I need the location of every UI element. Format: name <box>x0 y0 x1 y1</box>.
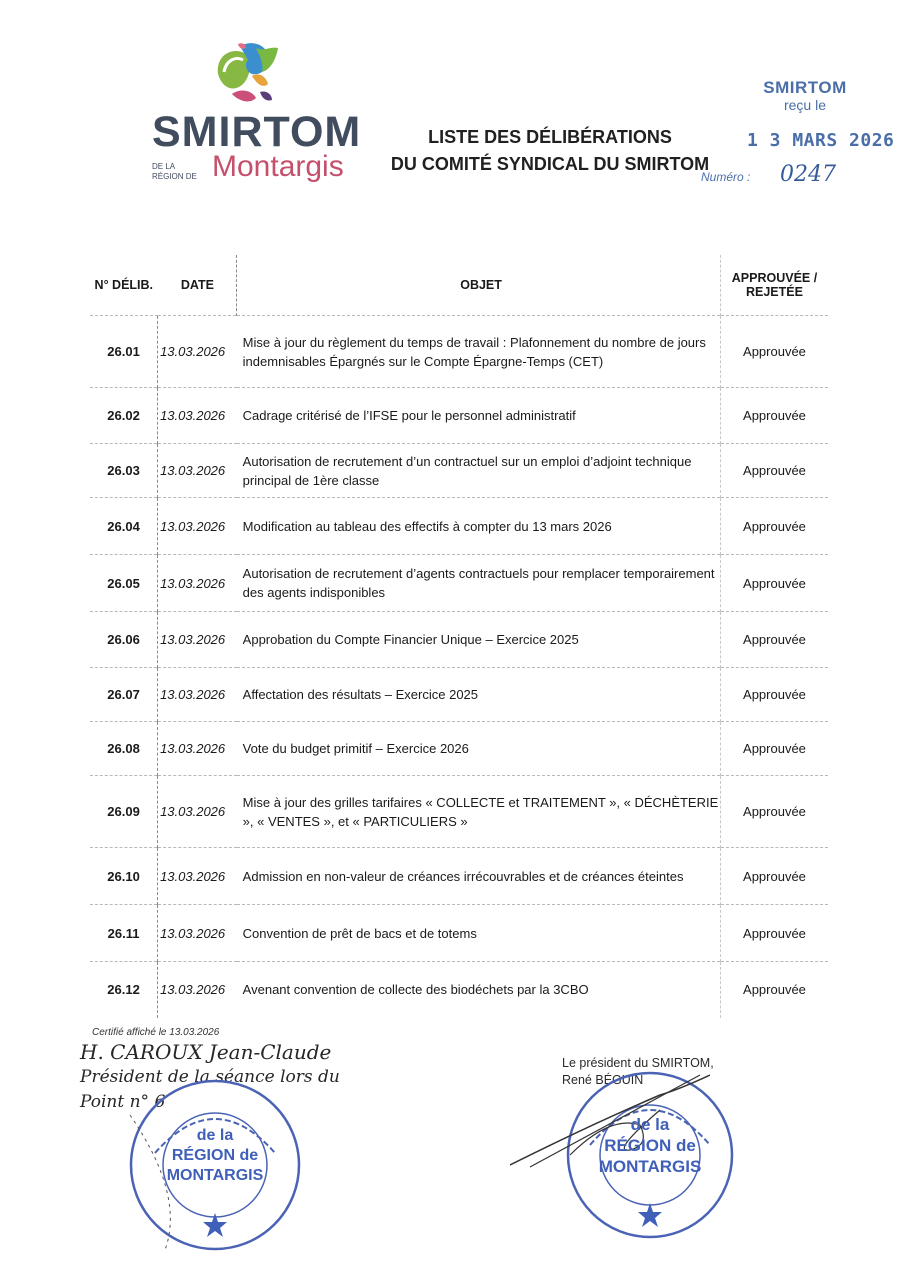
table-row <box>90 776 828 848</box>
row-date: 13.03.2026 <box>158 776 237 848</box>
stamp-date: 1 3 MARS 2026 <box>747 130 895 151</box>
row-date: 13.03.2026 <box>158 444 237 498</box>
row-date: 13.03.2026 <box>158 962 237 1018</box>
header-date: DATE <box>180 278 214 292</box>
row-num: 26.06 <box>90 612 158 668</box>
row-date: 13.03.2026 <box>158 905 237 962</box>
header-object: OBJET <box>237 255 721 316</box>
table-header-row <box>90 255 828 316</box>
handwritten-line-1: H. CAROUX Jean-Claude <box>80 1040 332 1064</box>
row-date: 13.03.2026 <box>158 498 237 555</box>
logo-city: Montargis <box>212 150 344 183</box>
stamp-org: SMIRTOM <box>763 78 847 97</box>
president-title: Le président du SMIRTOM, <box>562 1056 714 1070</box>
seal-line-3: MONTARGIS <box>166 1167 264 1184</box>
title-line-2: DU COMITÉ SYNDICAL DU SMIRTOM <box>390 154 710 174</box>
handwritten-line-2: Président de la séance lors du <box>80 1067 340 1087</box>
row-num: 26.08 <box>90 722 158 776</box>
seal-line-1: de la <box>196 1127 234 1144</box>
table-row <box>90 498 828 555</box>
table-row <box>90 668 828 722</box>
row-status: Approuvée <box>720 668 828 722</box>
row-date: 13.03.2026 <box>158 555 237 612</box>
row-num: 26.10 <box>90 848 158 905</box>
table-row <box>90 722 828 776</box>
row-date: 13.03.2026 <box>158 612 237 668</box>
row-date: 13.03.2026 <box>158 316 237 388</box>
logo-subtitle: DE LA RÉGION DE <box>152 162 197 181</box>
row-num: 26.04 <box>90 498 158 555</box>
row-status: Approuvée <box>720 388 828 444</box>
row-object: Mise à jour du règlement du temps de travail : Plafonnement du nombre de jours indemnisables Épargnés sur le Compte Épargne-Temps (CET) <box>237 316 721 388</box>
deliberations-table <box>90 255 828 1018</box>
row-object: Affectation des résultats – Exercice 2025 <box>237 668 721 722</box>
certification-note: Certifié affiché le 13.03.2026 <box>92 1027 220 1038</box>
row-num: 26.05 <box>90 555 158 612</box>
row-object: Convention de prêt de bacs et de totems <box>237 905 721 962</box>
row-date: 13.03.2026 <box>158 848 237 905</box>
row-status: Approuvée <box>720 316 828 388</box>
seal-line-1: de la <box>630 1115 670 1134</box>
table-row <box>90 962 828 1018</box>
row-object: Avenant convention de collecte des biodéchets par la 3CBO <box>237 962 721 1018</box>
row-status: Approuvée <box>720 905 828 962</box>
seal-line-2: RÉGION de <box>171 1147 259 1164</box>
logo-name: SMIRTOM <box>152 108 362 156</box>
table-row <box>90 316 828 388</box>
president-name: René BÉGUIN <box>562 1073 644 1087</box>
seal-line-3: MONTARGIS <box>598 1157 702 1176</box>
row-object: Autorisation de recrutement d’agents contractuels pour remplacer temporairement des agents indisponibles <box>237 555 721 612</box>
official-seal-left <box>125 1075 305 1255</box>
handwritten-line-3: Point n° 6 <box>80 1092 166 1112</box>
row-object: Vote du budget primitif – Exercice 2026 <box>237 722 721 776</box>
row-date: 13.03.2026 <box>158 388 237 444</box>
page-title <box>390 124 710 178</box>
row-status: Approuvée <box>720 555 828 612</box>
row-status: Approuvée <box>720 962 828 1018</box>
row-num: 26.02 <box>90 388 158 444</box>
row-object: Autorisation de recrutement d’un contractuel sur un emploi d’adjoint technique principal de 1ère classe <box>237 444 721 498</box>
header-num: N° DÉLIB. <box>94 278 154 292</box>
table-row <box>90 848 828 905</box>
official-seal-right <box>540 1055 740 1255</box>
table-row <box>90 555 828 612</box>
seal-line-2: RÉGION de <box>604 1136 696 1155</box>
row-date: 13.03.2026 <box>158 668 237 722</box>
reception-stamp <box>701 78 895 187</box>
title-line-1: LISTE DES DÉLIBÉRATIONS <box>428 127 672 147</box>
row-status: Approuvée <box>720 848 828 905</box>
seal-ring-icon <box>125 1075 305 1255</box>
table-row <box>90 388 828 444</box>
row-status: Approuvée <box>720 776 828 848</box>
header-status: APPROUVÉE / REJETÉE <box>720 255 828 316</box>
row-object: Approbation du Compte Financier Unique – Exercice 2025 <box>237 612 721 668</box>
smirtom-logo <box>150 42 362 183</box>
row-num: 26.07 <box>90 668 158 722</box>
table-row <box>90 612 828 668</box>
row-num: 26.11 <box>90 905 158 962</box>
stamp-number: 0247 <box>780 162 836 187</box>
row-object: Mise à jour des grilles tarifaires « COLLECTE et TRAITEMENT », « DÉCHÈTERIE », « VENTES », et « PARTICULIERS » <box>237 776 721 848</box>
row-status: Approuvée <box>720 498 828 555</box>
row-object: Cadrage critérisé de l’IFSE pour le personnel administratif <box>237 388 721 444</box>
row-status: Approuvée <box>720 612 828 668</box>
row-num: 26.03 <box>90 444 158 498</box>
table-row <box>90 905 828 962</box>
row-object: Admission en non-valeur de créances irrécouvrables et de créances éteintes <box>237 848 721 905</box>
row-num: 26.12 <box>90 962 158 1018</box>
row-object: Modification au tableau des effectifs à compter du 13 mars 2026 <box>237 498 721 555</box>
stamp-number-label: Numéro : <box>701 170 751 184</box>
leaf-logo-icon <box>212 42 282 108</box>
table-row <box>90 444 828 498</box>
row-date: 13.03.2026 <box>158 722 237 776</box>
row-status: Approuvée <box>720 444 828 498</box>
stamp-received: reçu le <box>783 97 827 113</box>
row-status: Approuvée <box>720 722 828 776</box>
row-num: 26.01 <box>90 316 158 388</box>
row-num: 26.09 <box>90 776 158 848</box>
